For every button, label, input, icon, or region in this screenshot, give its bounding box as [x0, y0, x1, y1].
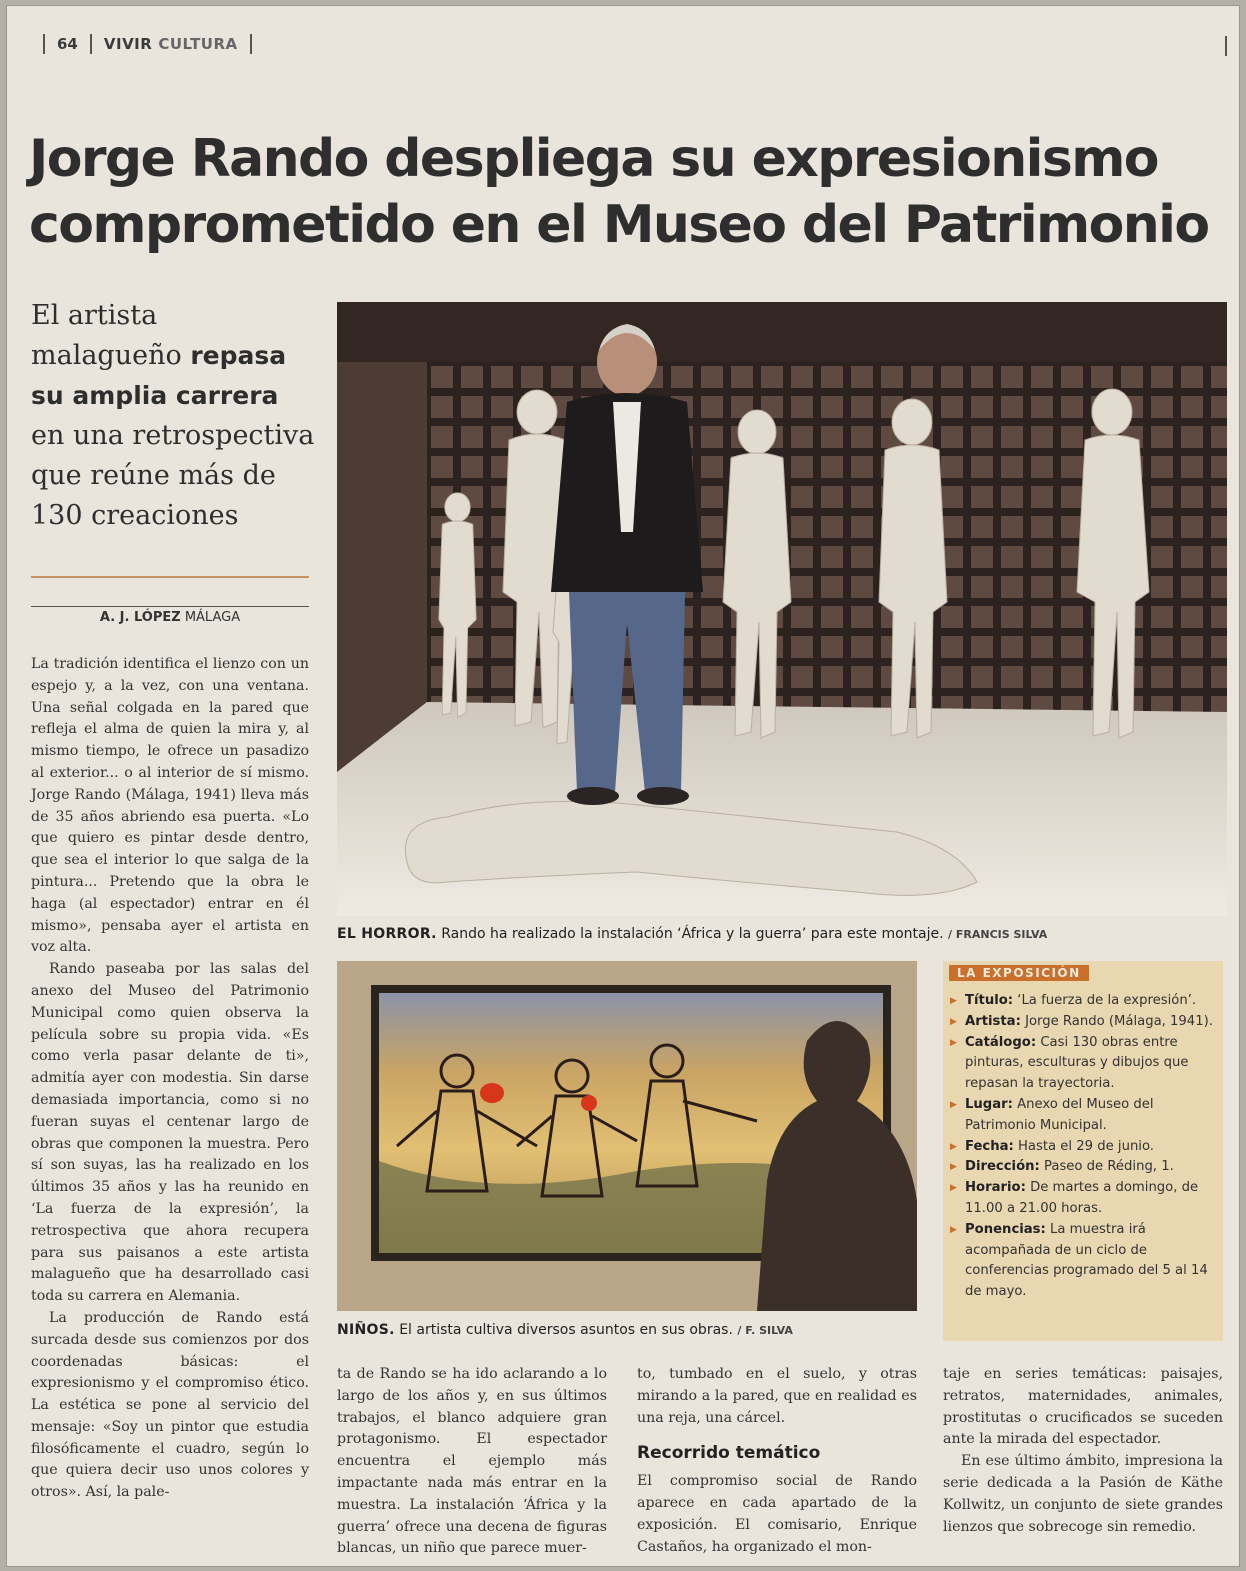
body-paragraph: ta de Rando se ha ido aclarando a lo largo de los años y, en sus últimos trabajos, el blanco adquiere gran protagonismo. El espectador encuentra el ejemplo más impactante nada más entrar en la muestra. La instalación ‘África y la guerra’ ofrece una decena de figuras blancas, un niño que parece muer-	[337, 1366, 607, 1557]
deck-text: El artista malagueño	[31, 300, 182, 371]
factbox-label: Dirección:	[965, 1159, 1040, 1175]
header-divider-right	[1225, 36, 1227, 56]
headline	[29, 126, 1229, 258]
painting-photo-graphic	[337, 961, 917, 1311]
section-name: VIVIR	[103, 35, 153, 53]
newspaper-page	[6, 5, 1240, 1567]
page-number: 64	[57, 35, 78, 53]
factbox-value: La muestra irá acompañada de un ciclo de conferencias programado del 5 al 14 de mayo.	[965, 1221, 1208, 1300]
body-paragraph: La producción de Rando está surcada desde sus comienzos por dos coordenadas básicas: el expresionismo y el compromiso ético. La estética se pone al servicio del mensaje: «Soy un pintor que estudia filosóficamente el cuadro, según lo que quiera decir uso unos colores y otros». Así, la pale-	[31, 1309, 309, 1501]
headline-line-2: comprometido en el Museo del Patrimonio	[29, 195, 1209, 255]
headline-line-1: Jorge Rando despliega su expresionismo	[29, 129, 1158, 189]
article-column-3	[637, 1364, 917, 1558]
article-column-4	[943, 1364, 1223, 1538]
subsection-name: CULTURA	[158, 35, 238, 53]
factbox-title: LA EXPOSICIÓN	[949, 965, 1089, 981]
factbox-item	[949, 1137, 1217, 1158]
factbox-label: Horario:	[965, 1180, 1026, 1196]
factbox-label: Fecha:	[965, 1138, 1014, 1154]
factbox-value: Jorge Rando (Málaga, 1941).	[1025, 1013, 1213, 1029]
caption-label: NIÑOS.	[337, 1322, 395, 1338]
body-paragraph: En ese último ámbito, impresiona la serie dedicada a la Pasión de Käthe Kollwitz, un conjunto de siete grandes lienzos que sobrecoge sin remedio.	[943, 1453, 1223, 1535]
factbox-label: Título:	[965, 993, 1014, 1008]
body-paragraph: Rando paseaba por las salas del anexo del Museo del Patrimonio Municipal como quien observa la película sobre su propia vida. «Es como verla pasar delante de ti», admitía ayer con modestia. Sin darse demasiada importancia, como si no fueran suyas el centenar largo de obras que componen la muestra. Pero sí son suyas, las ha realizado en los últimos 35 años y las ha reunido en ‘La fuerza de la expresión’, la retrospectiva que ahora recupera para sus paisanos a este artista malagueño que ha desarrollado casi toda su carrera en Alemania.	[31, 961, 309, 1305]
factbox-item	[949, 991, 1217, 1012]
installation-photo-graphic	[337, 302, 1227, 916]
painting-photo-caption	[337, 1322, 927, 1338]
header-divider	[43, 34, 45, 54]
byline-location: MÁLAGA	[184, 610, 241, 625]
factbox-label: Ponencias:	[965, 1221, 1046, 1237]
factbox-value: Hasta el 29 de junio.	[1018, 1138, 1155, 1154]
body-paragraph: El compromiso social de Rando aparece en cada apartado de la exposición. El comisario, Enrique Castaños, ha organizado el mon-	[637, 1473, 917, 1555]
photo-credit: / FRANCIS SILVA	[948, 928, 1048, 941]
factbox-value: ‘La fuerza de la expresión’.	[1017, 993, 1197, 1008]
factbox-item	[949, 1095, 1217, 1137]
installation-photo-caption	[337, 926, 1227, 942]
header-divider	[250, 34, 252, 54]
body-paragraph: to, tumbado en el suelo, y otras mirando a la pared, que en realidad es una reja, una cárcel.	[637, 1366, 917, 1426]
caption-label: EL HORROR.	[337, 926, 437, 942]
byline	[31, 610, 309, 625]
header-divider	[90, 34, 92, 54]
factbox-value: Casi 130 obras entre pinturas, esculturas y dibujos que repasan la trayectoria.	[965, 1034, 1189, 1092]
caption-text: Rando ha realizado la instalación ‘África y la guerra’ para este montaje.	[441, 926, 944, 942]
photo-credit: / F. SILVA	[737, 1324, 793, 1337]
body-paragraph: La tradición identifica el lienzo con un espejo y, a la vez, con una ventana. Una señal colgada en la pared que refleja el alma de quien la mira y, al mismo tiempo, le ofrece un pasadizo al exterior... o al interior de sí mismo. Jorge Rando (Málaga, 1941) lleva más de 35 años abriendo esa puerta. «Lo que quiero es pintar desde dentro, que sea el interior lo que salga de la pintura... Pretendo que la obra le haga (al espectador) entrar en él mismo», pensaba ayer el artista en voz alta.	[31, 656, 309, 956]
painting-photo	[337, 961, 917, 1311]
section-subhead: Recorrido temático	[637, 1443, 821, 1464]
factbox-item	[949, 1012, 1217, 1033]
factbox-value: Paseo de Réding, 1.	[1044, 1159, 1174, 1175]
factbox-value: De martes a domingo, de 11.00 a 21.00 horas.	[965, 1180, 1199, 1216]
deck-divider	[31, 576, 309, 578]
factbox-item	[949, 1157, 1217, 1178]
factbox-label: Artista:	[965, 1013, 1021, 1029]
body-paragraph: taje en series temáticas: paisajes, retratos, maternidades, animales, prostitutas o crucificados se suceden ante la mirada del espectador.	[943, 1366, 1223, 1448]
factbox-label: Catálogo:	[965, 1034, 1037, 1050]
deck-subtitle	[31, 296, 316, 536]
deck-text: en una retrospectiva que reúne más de 130 creaciones	[31, 420, 315, 531]
factbox-label: Lugar:	[965, 1096, 1013, 1112]
byline-author: A. J. LÓPEZ	[99, 610, 181, 625]
article-column-2	[337, 1364, 607, 1560]
factbox-item	[949, 1178, 1217, 1220]
factbox-list	[949, 991, 1217, 1303]
page-header	[31, 30, 264, 58]
installation-photo	[337, 302, 1227, 916]
factbox-item	[949, 1220, 1217, 1303]
factbox-item	[949, 1033, 1217, 1095]
factbox-value: Anexo del Museo del Patrimonio Municipal.	[965, 1096, 1154, 1133]
article-column-1	[31, 654, 309, 1504]
byline-divider	[31, 606, 309, 607]
exhibition-factbox	[943, 961, 1223, 1341]
caption-text: El artista cultiva diversos asuntos en sus obras.	[399, 1322, 733, 1338]
deck-bold-text: repasa su amplia carrera	[31, 341, 287, 410]
